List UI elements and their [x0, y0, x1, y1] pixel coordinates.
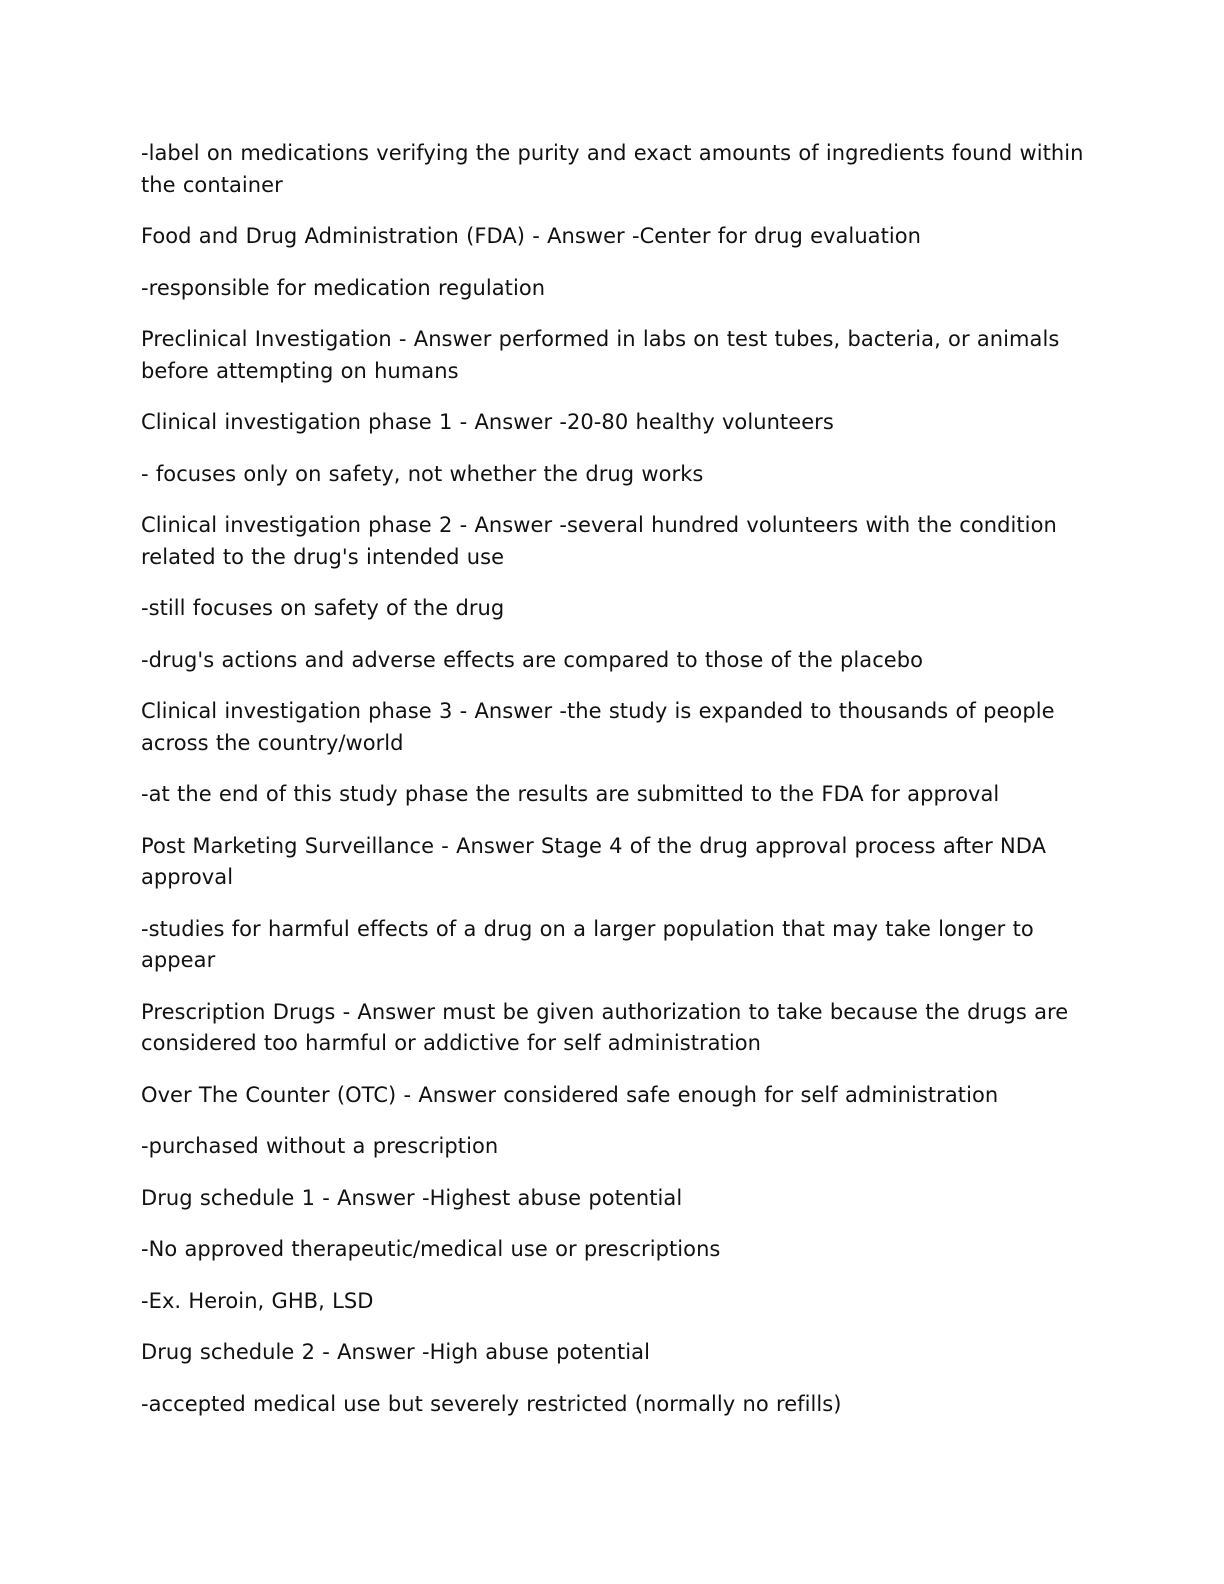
paragraph: -Ex. Heroin, GHB, LSD: [141, 1288, 374, 1313]
paragraph: Clinical investigation phase 2 - Answer -several hundred volunteers with the condition related to the drug's intended use: [141, 513, 1057, 569]
paragraph: - focuses only on safety, not whether the drug works: [141, 461, 704, 486]
paragraph: Drug schedule 1 - Answer -Highest abuse potential: [141, 1185, 683, 1210]
paragraph: -drug's actions and adverse effects are compared to those of the placebo: [141, 647, 924, 672]
paragraph: -label on medications verifying the purity and exact amounts of ingredients found within the container: [141, 141, 1084, 197]
paragraph: -No approved therapeutic/medical use or prescriptions: [141, 1237, 721, 1261]
paragraph: -still focuses on safety of the drug: [141, 596, 505, 620]
paragraph: Preclinical Investigation - Answer performed in labs on test tubes, bacteria, or animals before attempting on humans: [141, 327, 1060, 383]
paragraph: Prescription Drugs - Answer must be given authorization to take because the drugs are considered too harmful or addictive for self administration: [141, 999, 1069, 1055]
paragraph: -at the end of this study phase the results are submitted to the FDA for approval: [141, 782, 1000, 806]
paragraph: Clinical investigation phase 1 - Answer -20-80 healthy volunteers: [141, 410, 834, 434]
paragraph: Food and Drug Administration (FDA) - Answer -Center for drug evaluation: [141, 224, 922, 248]
paragraph: -responsible for medication regulation: [141, 275, 546, 300]
document-body: [141, 138, 1086, 1440]
paragraph: -accepted medical use but severely restricted (normally no refills): [141, 1391, 842, 1416]
paragraph: Clinical investigation phase 3 - Answer -the study is expanded to thousands of people across the country/world: [141, 699, 1055, 755]
paragraph: Post Marketing Surveillance - Answer Stage 4 of the drug approval process after NDA approval: [141, 833, 1047, 889]
paragraph: -purchased without a prescription: [141, 1134, 499, 1158]
paragraph: Over The Counter (OTC) - Answer considered safe enough for self administration: [141, 1082, 999, 1107]
paragraph: Drug schedule 2 - Answer -High abuse potential: [141, 1340, 650, 1364]
paragraph: -studies for harmful effects of a drug on a larger population that may take longer to appear: [141, 916, 1034, 972]
